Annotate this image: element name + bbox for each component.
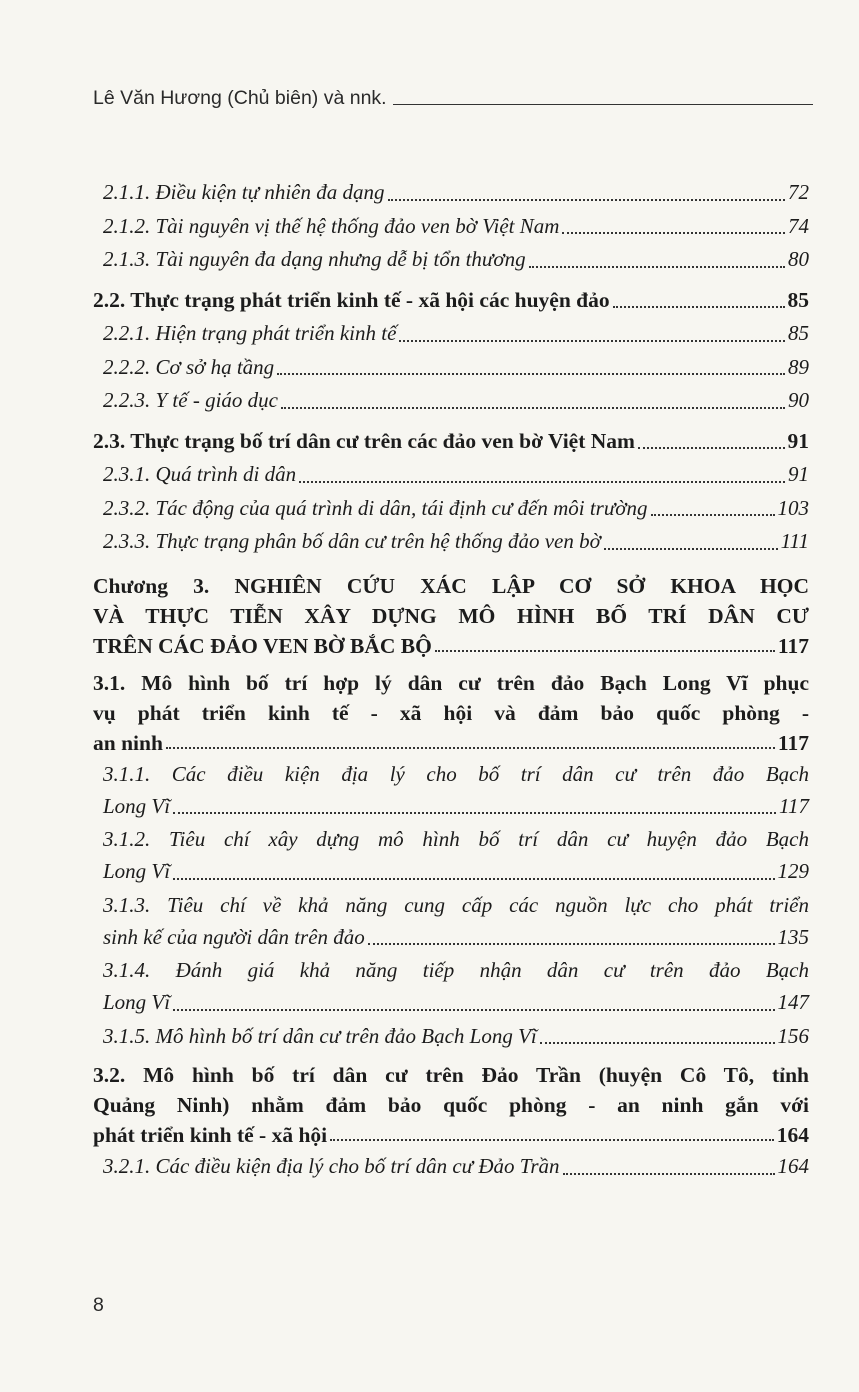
dot-leader	[435, 650, 775, 652]
toc-entry-line: 3.2. Mô hình bố trí dân cư trên Đảo Trần (huyện Cô Tô, tỉnh	[93, 1063, 809, 1087]
toc-entry-page: 85	[788, 321, 809, 345]
toc-entry-title: 2.2.2. Cơ sở hạ tầng	[103, 354, 275, 379]
toc-entry-2-1-2[interactable]	[93, 210, 809, 244]
toc-entry-2-2-3[interactable]	[93, 384, 809, 418]
dot-leader	[604, 548, 778, 550]
toc-entry-page: 85	[787, 287, 809, 312]
toc-entry-title: 2.3.3. Thực trạng phân bố dân cư trên hệ thống đảo ven bờ	[103, 529, 601, 553]
toc-entry-page: 103	[777, 495, 809, 520]
toc-entry-line: vụ phát triển kinh tế - xã hội và đảm bảo quốc phòng -	[93, 700, 809, 725]
toc-entry-2-2[interactable]	[93, 284, 809, 318]
dot-leader	[651, 514, 775, 516]
toc-entry-2-2-2[interactable]	[93, 351, 809, 385]
toc-entry-title: 2.1.3. Tài nguyên đa dạng nhưng dễ bị tổn thương	[103, 247, 526, 271]
toc-entry-title: 2.2. Thực trạng phát triển kinh tế - xã hội các huyện đảo	[93, 287, 610, 312]
toc-entry-page: 164	[776, 1123, 809, 1147]
toc-entry-line: VÀ THỰC TIỄN XÂY DỰNG MÔ HÌNH BỐ TRÍ DÂN CƯ	[93, 603, 809, 628]
toc-entry-2-3-1[interactable]	[93, 458, 809, 492]
toc-entry-page: 117	[777, 730, 809, 755]
dot-leader	[388, 199, 786, 201]
dot-leader	[529, 266, 785, 268]
toc-entry-page: 111	[780, 529, 809, 553]
toc-entry-page: 90	[788, 388, 809, 412]
toc-entry-title: 2.2.3. Y tế - giáo dục	[103, 388, 278, 412]
table-of-contents	[93, 176, 809, 1184]
toc-entry-line: TRÊN CÁC ĐẢO VEN BỜ BẮC BỘ	[93, 633, 432, 658]
toc-entry-page: 135	[777, 924, 809, 949]
toc-entry-page: 91	[788, 462, 809, 486]
dot-leader	[166, 747, 775, 749]
dot-leader	[330, 1139, 774, 1141]
dot-leader	[299, 481, 785, 483]
dot-leader	[173, 812, 776, 814]
dot-leader	[563, 1173, 775, 1175]
toc-entry-3-2[interactable]	[93, 1060, 809, 1150]
toc-entry-line: 3.1.4. Đánh giá khả năng tiếp nhận dân cư trên đảo Bạch	[103, 958, 809, 982]
dot-leader	[281, 407, 785, 409]
toc-entry-3-1-2[interactable]	[93, 823, 809, 889]
toc-entry-page: 91	[787, 428, 809, 453]
dot-leader	[540, 1042, 775, 1044]
dot-leader	[173, 1009, 774, 1011]
toc-entry-line: sinh kế của người dân trên đảo	[103, 924, 365, 949]
toc-entry-3-1-1[interactable]	[93, 758, 809, 824]
toc-entry-page: 147	[777, 990, 809, 1014]
dot-leader	[277, 373, 785, 375]
toc-entry-2-2-1[interactable]	[93, 317, 809, 351]
toc-entry-title: 2.1.1. Điều kiện tự nhiên đa dạng	[103, 180, 385, 204]
running-header	[93, 87, 813, 110]
toc-entry-2-1-1[interactable]	[93, 176, 809, 210]
toc-entry-line: phát triển kinh tế - xã hội	[93, 1123, 328, 1147]
toc-entry-line: an ninh	[93, 730, 163, 755]
toc-entry-3-1-3[interactable]	[93, 889, 809, 955]
toc-entry-page: 117	[779, 793, 809, 818]
toc-entry-title: 2.3.2. Tác động của quá trình di dân, tái định cư đến môi trường	[103, 495, 648, 520]
toc-entry-title: 3.1.5. Mô hình bố trí dân cư trên đảo Bạch Long Vĩ	[103, 1023, 537, 1048]
toc-entry-title: 2.3. Thực trạng bố trí dân cư trên các đảo ven bờ Việt Nam	[93, 428, 635, 453]
toc-entry-line: Long Vĩ	[103, 990, 171, 1014]
page-number: 8	[93, 1294, 104, 1316]
toc-entry-2-3-3[interactable]	[93, 525, 809, 559]
toc-entry-2-3-2[interactable]	[93, 492, 809, 526]
toc-entry-page: 156	[777, 1023, 809, 1048]
toc-entry-line: Long Vĩ	[103, 793, 171, 818]
dot-leader	[562, 232, 785, 234]
toc-entry-title: 2.3.1. Quá trình di dân	[103, 462, 297, 486]
toc-entry-line: Quảng Ninh) nhằm đảm bảo quốc phòng - an ninh gắn với	[93, 1093, 809, 1117]
toc-entry-page: 72	[788, 180, 809, 204]
toc-entry-line: Long Vĩ	[103, 859, 171, 883]
toc-entry-title: 3.2.1. Các điều kiện địa lý cho bố trí dân cư Đảo Trần	[103, 1154, 560, 1178]
toc-entry-title: 2.1.2. Tài nguyên vị thế hệ thống đảo ven bờ Việt Nam	[103, 213, 560, 238]
toc-entry-line: 3.1.2. Tiêu chí xây dựng mô hình bố trí dân cư huyện đảo Bạch	[103, 827, 809, 851]
toc-entry-3-1-5[interactable]	[93, 1020, 809, 1054]
toc-entry-chapter-3[interactable]	[93, 571, 809, 661]
toc-entry-line: 3.1. Mô hình bố trí hợp lý dân cư trên đảo Bạch Long Vĩ phục	[93, 670, 809, 695]
toc-entry-page: 117	[777, 633, 809, 658]
toc-entry-3-1[interactable]	[93, 668, 809, 758]
toc-entry-title: 2.2.1. Hiện trạng phát triển kinh tế	[103, 321, 397, 345]
toc-entry-page: 164	[777, 1154, 809, 1178]
dot-leader	[368, 943, 775, 945]
toc-entry-page: 80	[788, 247, 809, 271]
toc-entry-page: 129	[777, 859, 809, 883]
toc-entry-page: 74	[788, 213, 809, 238]
toc-entry-line: 3.1.3. Tiêu chí về khả năng cung cấp các nguồn lực cho phát triển	[103, 892, 809, 917]
dot-leader	[638, 447, 785, 449]
toc-entry-line: 3.1.1. Các điều kiện địa lý cho bố trí dân cư trên đảo Bạch	[103, 761, 809, 786]
running-title: Lê Văn Hương (Chủ biên) và nnk.	[93, 87, 387, 109]
toc-entry-page: 89	[788, 354, 809, 379]
dot-leader	[399, 340, 785, 342]
toc-entry-line: Chương 3. NGHIÊN CỨU XÁC LẬP CƠ SỞ KHOA HỌC	[93, 573, 809, 598]
dot-leader	[173, 878, 774, 880]
toc-entry-2-3[interactable]	[93, 425, 809, 459]
toc-entry-3-2-1[interactable]	[93, 1150, 809, 1184]
header-rule	[393, 104, 813, 105]
toc-entry-2-1-3[interactable]	[93, 243, 809, 277]
dot-leader	[613, 306, 785, 308]
toc-entry-3-1-4[interactable]	[93, 954, 809, 1020]
